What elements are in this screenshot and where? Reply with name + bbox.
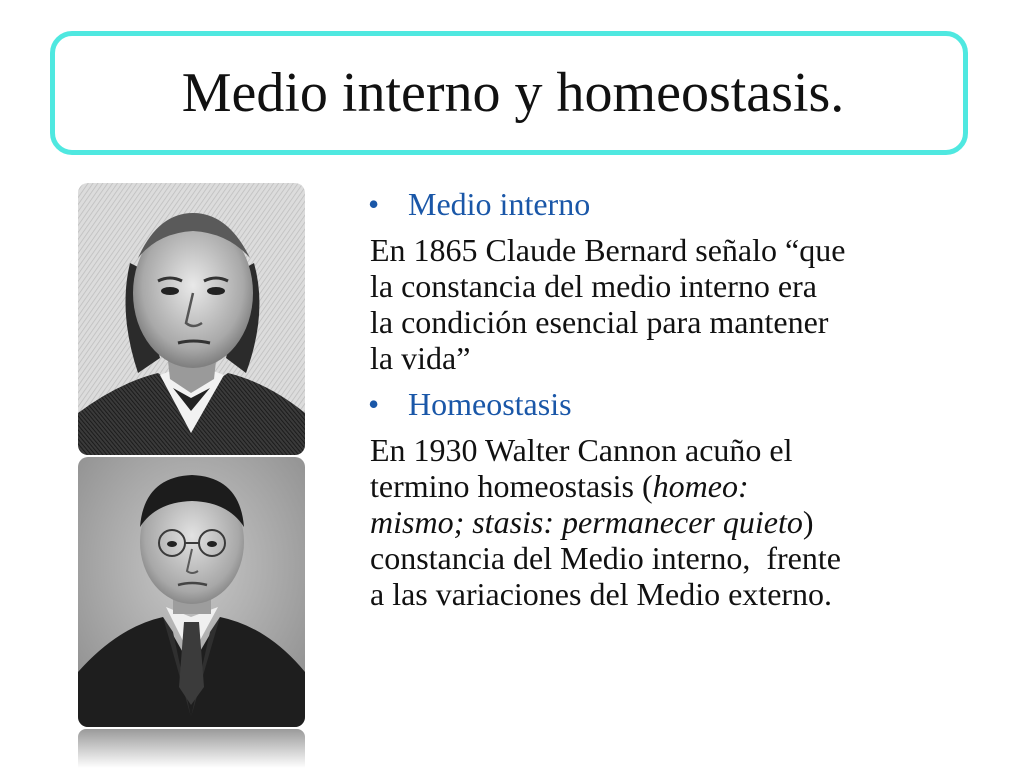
text-line: la condición esencial para mantener [370, 304, 829, 340]
slide-title: Medio interno y homeostasis. [181, 62, 845, 124]
bullet-dot-icon: • [368, 186, 380, 222]
portrait-walter-cannon [78, 457, 305, 727]
text-segment: termino homeostasis ( [370, 468, 653, 504]
text-line: la constancia del medio interno era [370, 268, 817, 304]
bullet-dot-icon: • [368, 386, 380, 422]
text-italic: homeo: [652, 468, 749, 504]
portrait-claude-bernard [78, 183, 305, 455]
text-line: constancia del Medio interno, frente [370, 540, 841, 576]
text-line [370, 504, 978, 540]
text-line: la vida” [370, 340, 471, 376]
text-line [370, 468, 978, 504]
text-segment: ) [802, 504, 814, 540]
bullet-homeostasis [368, 386, 978, 422]
text-line: En 1865 Claude Bernard señalo “que [370, 232, 846, 268]
paragraph-bernard [370, 232, 978, 376]
bullet-label: Medio interno [408, 186, 591, 222]
text-line: En 1930 Walter Cannon acuño el [370, 432, 793, 468]
bullet-label: Homeostasis [408, 386, 572, 422]
text-italic: mismo; stasis: permanecer quieto [370, 504, 803, 540]
title-box [50, 31, 968, 155]
slide-content [368, 186, 978, 612]
paragraph-cannon [370, 432, 978, 612]
portrait-reflection [78, 729, 305, 768]
text-line: a las variaciones del Medio externo. [370, 576, 833, 612]
bullet-medio-interno [368, 186, 978, 222]
